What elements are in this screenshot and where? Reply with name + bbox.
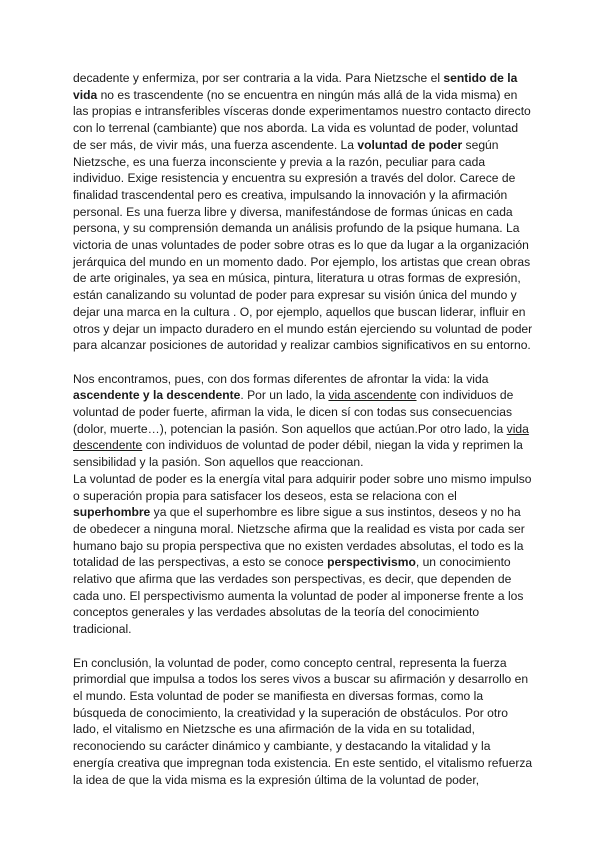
text-run: no es trascendente (no se encuentra en ningún más allá de la vida misma) en las propias e intransferibles vísceras donde experimentamos nuestro contacto directo con lo terrenal (cambiante) que nos aborda. La vida es voluntad de poder, voluntad de ser más, de vivir más, una fuerza ascendente. La xyxy=(73,87,531,152)
paragraph xyxy=(73,371,533,471)
bold-term: perspectivismo xyxy=(327,555,416,570)
text-run: . Por un lado, la xyxy=(240,388,329,403)
underlined-term: vida ascendente xyxy=(328,388,417,403)
paragraph xyxy=(73,70,533,354)
bold-term: superhombre xyxy=(73,505,151,520)
bold-term: sentido de la vida xyxy=(73,71,518,102)
paragraph xyxy=(73,471,533,638)
bold-term: ascendente y la descendente xyxy=(73,388,241,403)
text-run: ya que el superhombre es libre sigue a sus instintos, deseos y no ha de obedecer a ninguna moral. Nietzsche afirma que la realidad es vista por cada ser humano bajo su propia perspectiva que no existen verdades absolutas, el todo es la totalidad de las perspectivas, a esto se conoce xyxy=(73,505,525,570)
text-run: según Nietzsche, es una fuerza inconsciente y previa a la razón, peculiar para cada individuo. Exige resistencia y encuentra su expresión a través del dolor. Carece de finalidad trascendental pero es creativa, impulsando la innovación y la afirmación personal. Es una fuerza libre y diversa, manifestándose de formas únicas en cada persona, y su comprensión demanda un análisis profundo de la psique humana. La victoria de unas voluntades de poder sobre otras es lo que da lugar a la organización jerárquica del mundo en un momento dado. Por ejemplo, los artistas que crean obras de arte originales, ya sea en música, pintura, literatura u otras formas de expresión, están canalizando su voluntad de poder para expresar su visión única del mundo y dejar una marca en la cultura . O, por ejemplo, aquellos que buscan liderar, influir en otros y dejar un impacto duradero en el mundo están ejerciendo su voluntad de poder para alcanzar posiciones de autoridad y realizar cambios significativos en su entorno. xyxy=(73,137,533,353)
document-page xyxy=(73,70,533,805)
text-run: con individuos de voluntad de poder fuerte, afirman la vida, le dicen sí con todas sus consecuencias (dolor, muerte…), potencian la pasión. Son aquellos que actúan.Por otro lado, la xyxy=(73,388,514,436)
text-run: La voluntad de poder es la energía vital para adquirir poder sobre uno mismo impulso o superación propia para satisfacer los deseos, esta se relaciona con el xyxy=(73,471,532,503)
paragraph xyxy=(73,655,533,789)
text-run: Nos encontramos, pues, con dos formas diferentes de afrontar la vida: la vida xyxy=(73,371,489,386)
underlined-term: vida descendente xyxy=(73,421,529,453)
text-run: En conclusión, la voluntad de poder, como concepto central, representa la fuerza primordial que impulsa a todos los seres vivos a buscar su afirmación y desarrollo en el mundo. Esta voluntad de poder se manifiesta en diversas formas, como la búsqueda de conocimiento, la creatividad y la superación de obstáculos. Por otro lado, el vitalismo en Nietzsche es una afirmación de la vida en su totalidad, reconociendo su carácter dinámico y cambiante, y destacando la vitalidad y la energía creativa que impregnan toda existencia. En este sentido, el vitalismo refuerza la idea de que la vida misma es la expresión última de la voluntad de poder, xyxy=(73,655,533,787)
text-run: , un conocimiento relativo que afirma que las verdades son perspectivas, es decir, que dependen de cada uno. El perspectivismo aumenta la voluntad de poder al imponerse frente a los conceptos generales y las verdades absolutas de la teoría del conocimiento tradicional. xyxy=(73,555,524,637)
text-run: con individuos de voluntad de poder débil, niegan la vida y reprimen la sensibilidad y la pasión. Son aquellos que reaccionan. xyxy=(73,438,523,470)
text-run: decadente y enfermiza, por ser contraria a la vida. Para Nietzsche el xyxy=(73,71,444,85)
bold-term: voluntad de poder xyxy=(357,137,463,152)
